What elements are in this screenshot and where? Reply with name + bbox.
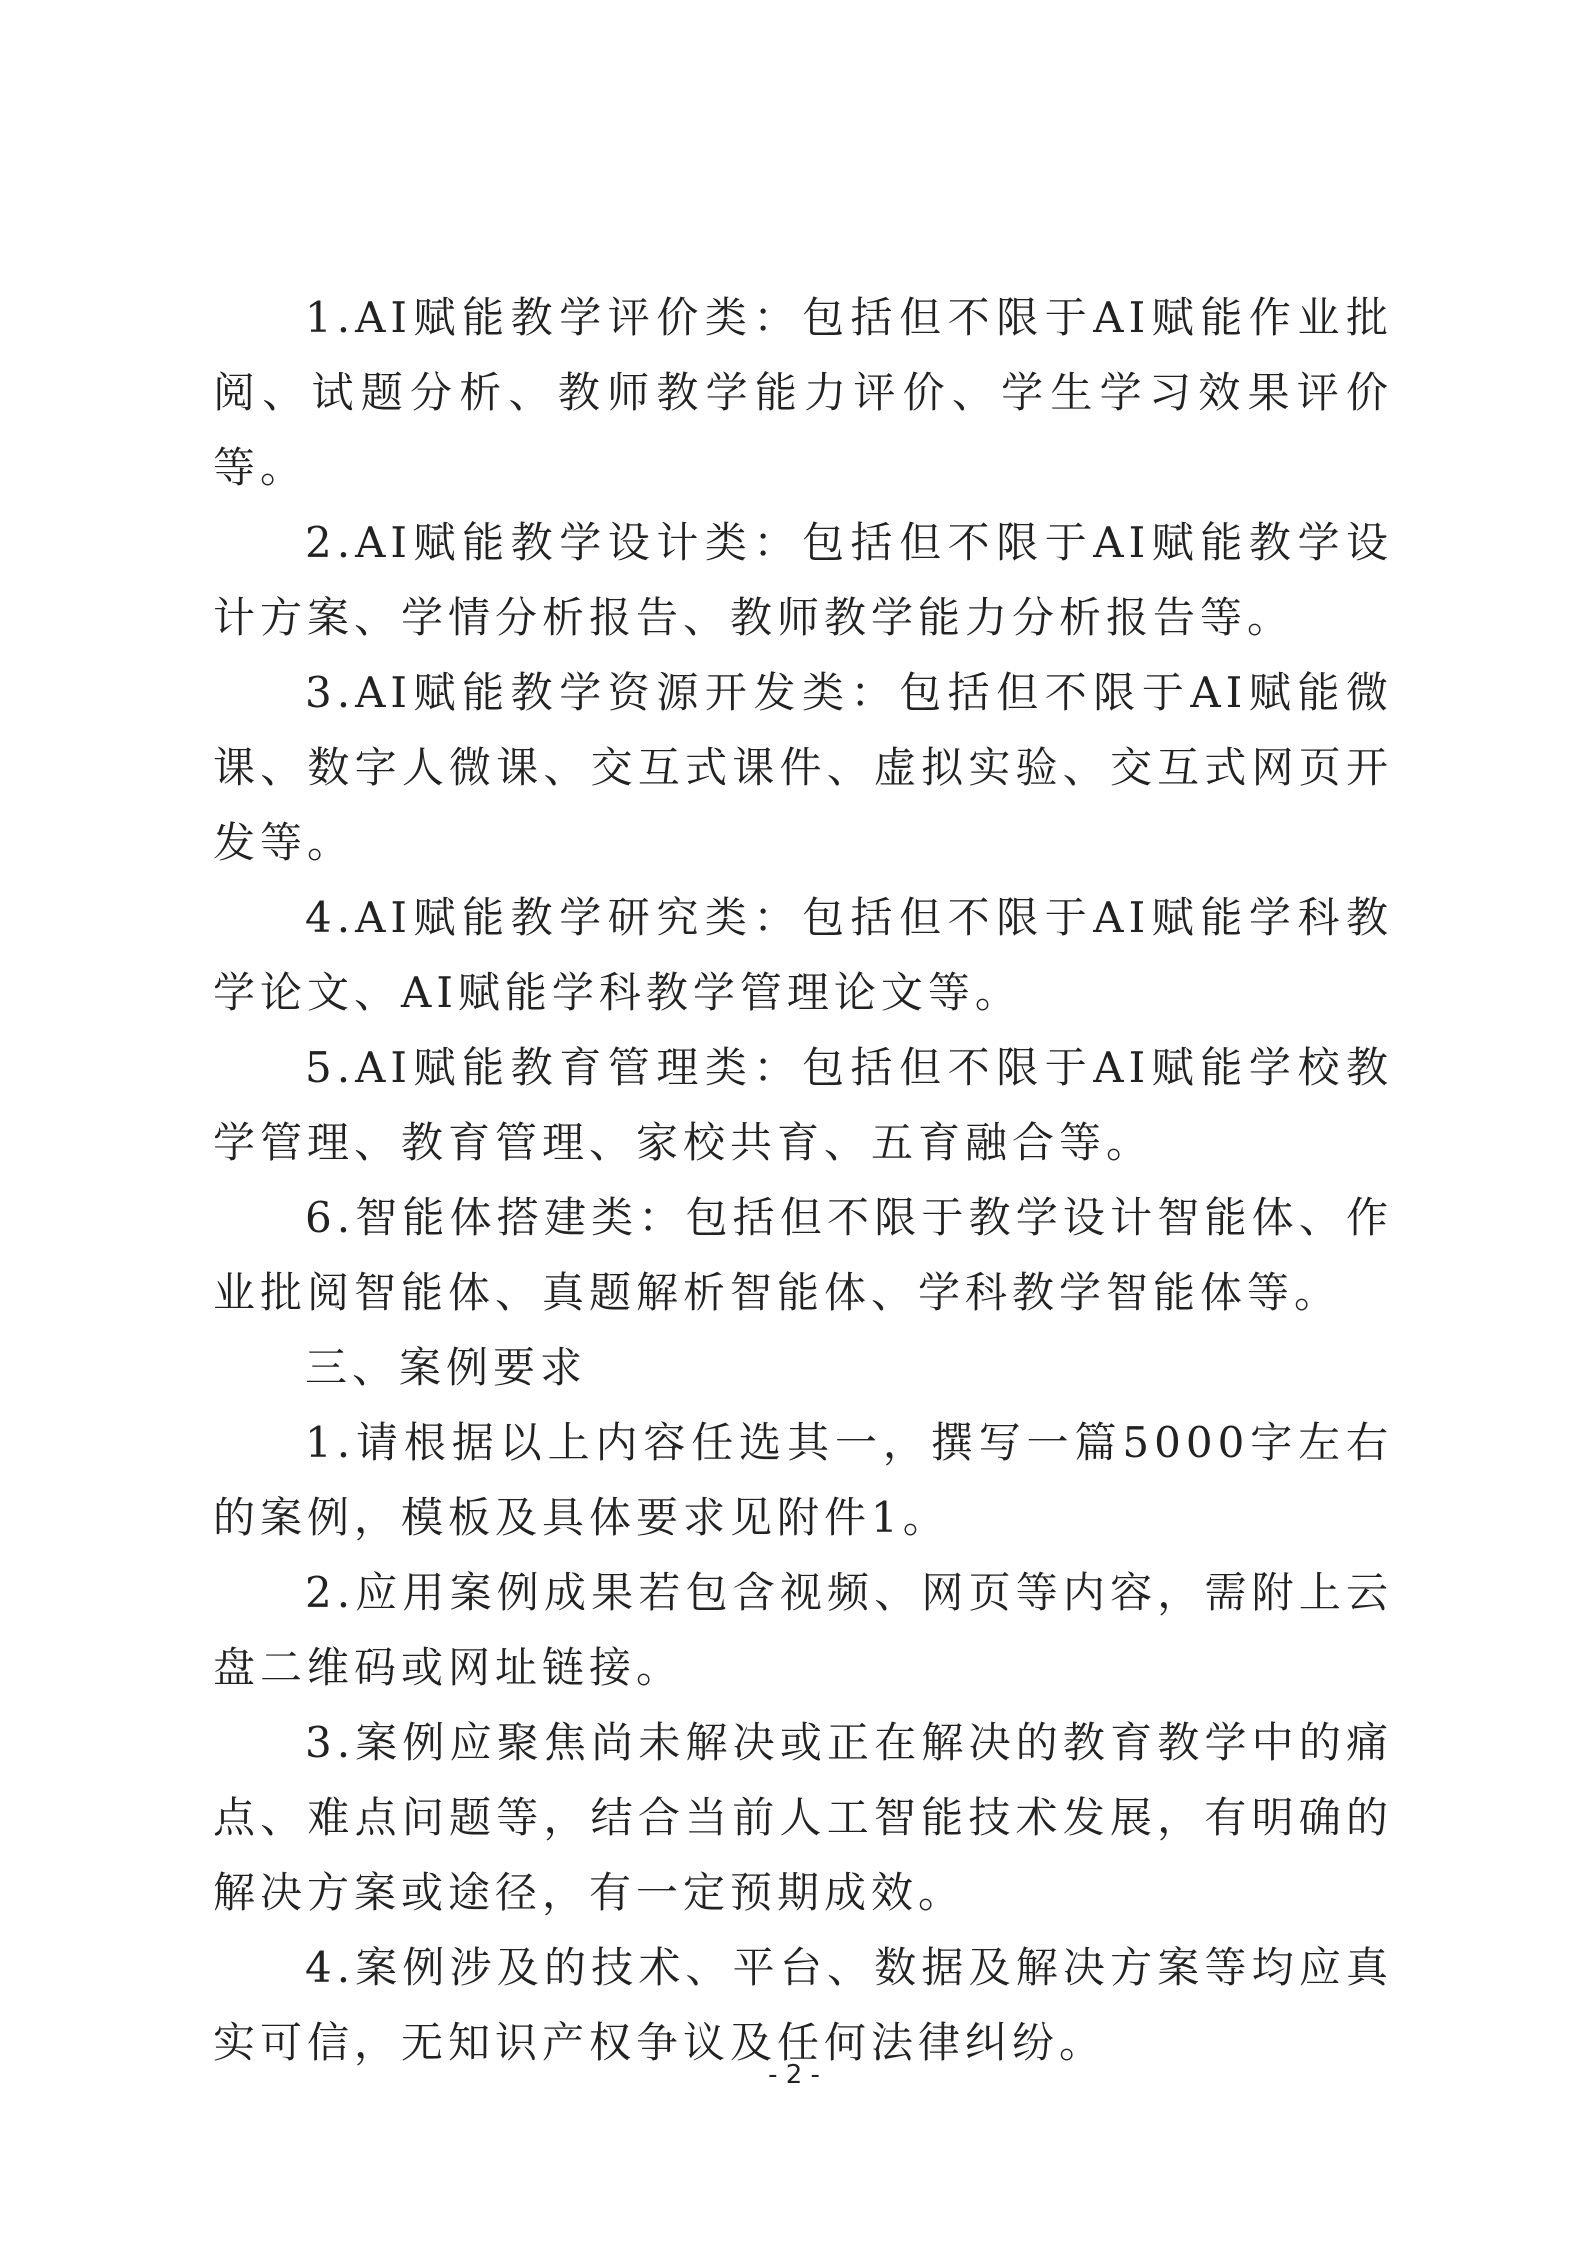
requirement-item-2: 2.应用案例成果若包含视频、网页等内容，需附上云盘二维码或网址链接。 [213, 1568, 1393, 1692]
category-item-5: 5.AI赋能教育管理类：包括但不限于AI赋能学校教学管理、教育管理、家校共育、五育融合等。 [213, 1043, 1393, 1167]
requirement-item-3: 3.案例应聚焦尚未解决或正在解决的教育教学中的痛点、难点问题等，结合当前人工智能技术发展，有明确的解决方案或途径，有一定预期成效。 [213, 1718, 1393, 1917]
page-number: - 2 - [768, 2060, 820, 2090]
section-heading-requirements: 三、案例要求 [305, 1343, 588, 1392]
category-item-1: 1.AI赋能教学评价类：包括但不限于AI赋能作业批阅、试题分析、教师教学能力评价、学生学习效果评价等。 [213, 293, 1393, 492]
requirement-item-1: 1.请根据以上内容任选其一，撰写一篇5000字左右的案例，模板及具体要求见附件1。 [213, 1418, 1393, 1542]
category-item-3: 3.AI赋能教学资源开发类：包括但不限于AI赋能微课、数字人微课、交互式课件、虚拟实验、交互式网页开发等。 [213, 668, 1393, 867]
category-item-4: 4.AI赋能教学研究类：包括但不限于AI赋能学科教学论文、AI赋能学科教学管理论文等。 [213, 893, 1393, 1017]
category-item-6: 6.智能体搭建类：包括但不限于教学设计智能体、作业批阅智能体、真题解析智能体、学科教学智能体等。 [213, 1193, 1393, 1317]
page-content [213, 280, 1393, 2080]
requirement-item-4: 4.案例涉及的技术、平台、数据及解决方案等均应真实可信，无知识产权争议及任何法律纠纷。 [213, 1943, 1393, 2067]
category-item-2: 2.AI赋能教学设计类：包括但不限于AI赋能教学设计方案、学情分析报告、教师教学能力分析报告等。 [213, 518, 1393, 642]
